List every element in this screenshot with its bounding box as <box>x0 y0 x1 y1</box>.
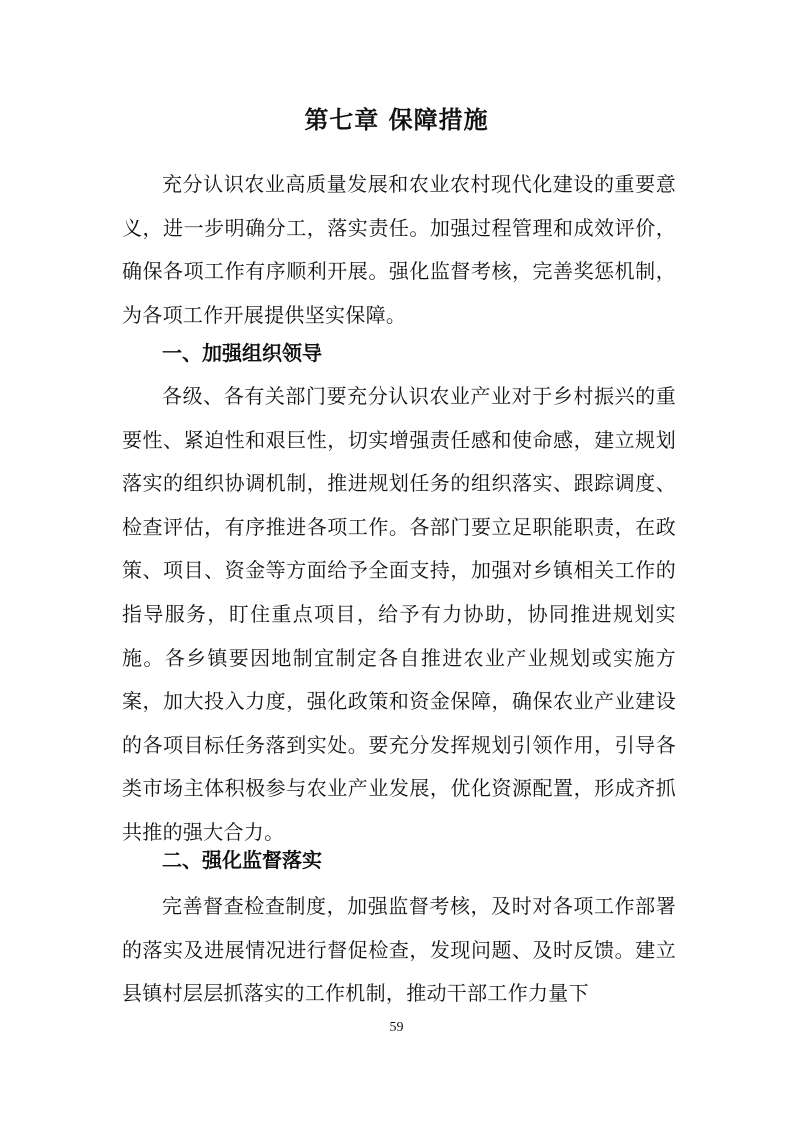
intro-paragraph: 充分认识农业高质量发展和农业农村现代化建设的重要意义，进一步明确分工，落实责任。加强过程管理和成效评价，确保各项工作有序顺利开展。强化监督考核，完善奖惩机制，为各项工作开展提供坚实保障。 <box>122 172 676 327</box>
page-number: 59 <box>389 1020 404 1035</box>
section-heading-organization: 一、加强组织领导 <box>162 341 322 365</box>
section-heading-supervision: 二、强化监督落实 <box>162 848 322 872</box>
section-paragraph-supervision: 完善督查检查制度，加强监督考核，及时对各项工作部署的落实及进展情况进行督促检查，发现问题、及时反馈。建立县镇村层层抓落实的工作机制，推动干部工作力量下 <box>122 894 676 1006</box>
section-paragraph-organization: 各级、各有关部门要充分认识农业产业对于乡村振兴的重要性、紧迫性和艰巨性，切实增强责任感和使命感，建立规划落实的组织协调机制，推进规划任务的组织落实、跟踪调度、检查评估，有序推进各项工作。各部门要立足职能职责，在政策、项目、资金等方面给予全面支持，加强对乡镇相关工作的指导服务，盯住重点项目，给予有力协助，协同推进规划实施。各乡镇要因地制宜制定各自推进农业产业规划或实施方案，加大投入力度，强化政策和资金保障，确保农业产业建设的各项目标任务落到实处。要充分发挥规划引领作用，引导各类市场主体积极参与农业产业发展，优化资源配置，形成齐抓共推的强大合力。 <box>122 384 676 844</box>
chapter-title: 第七章 保障措施 <box>304 106 489 134</box>
